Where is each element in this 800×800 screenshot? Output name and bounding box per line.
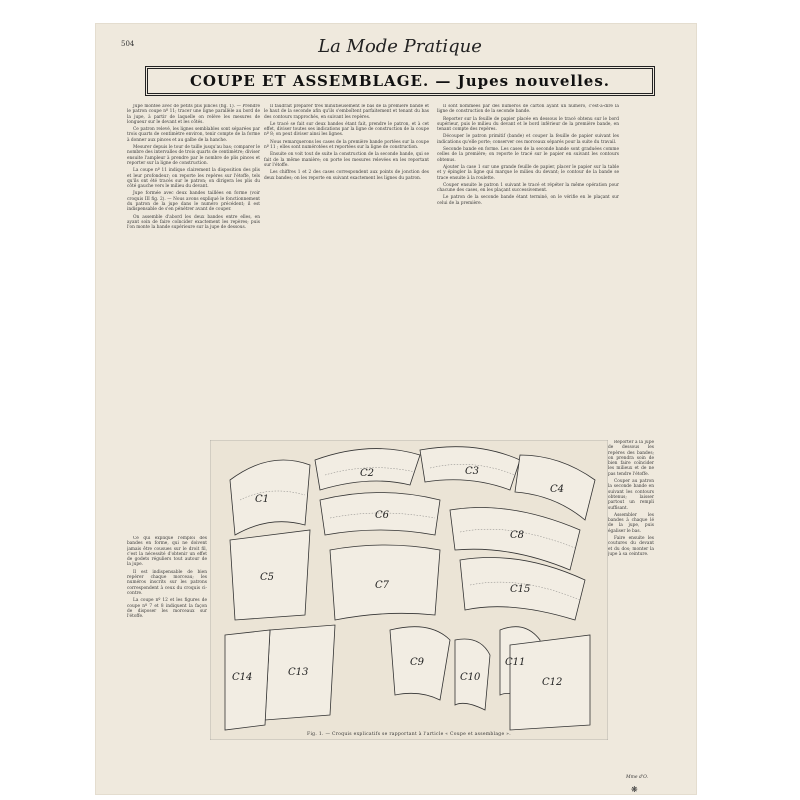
paragraph: Le tracé se fait sur deux bandes étant fait, prendre le patron, et à cet effet, diviser toutes ses indications par la ligne de construction de la coupe nº 8; on peut diviser ainsi les lignes. [264,121,429,138]
piece-label-c14: C14 [232,672,253,683]
paragraph: Il sont nommées par des numéros de carton ayant un numéro, c'est-à-dire la ligne de construction de la seconde bande. [437,104,619,115]
paragraph: Ensuite on voit tout de suite la construction de la seconde bande, qui se fait de la même manière; on porte les mesures relevées en les reportant sur l'étoffe. [264,152,429,168]
paragraph: Reporter à la jupe de dessous les repères des bandes; on prendra soin de bien faire coïncider les milieux et de ne pas tendre l'étoffe. [608,440,654,477]
paragraph: Mesurer depuis le tour de taille jusqu'au bas; comparer le nombre des intervalles de trois quarts de centimètre; diviser ensuite l'ampleur à prendre par le nombre de plis pinces et reporter sur la ligne de construction. [127,145,260,166]
piece-label-c12: C12 [542,677,563,688]
paragraph: Couper ensuite le patron 1 suivant le tracé et répéter la même opération pour chacune des cases, en les plaçant successivement. [437,182,619,194]
paragraph: La coupe nº 11 indique clairement la disposition des plis et leur profondeur; on reporte les repères sur l'étoffe, tels qu'ils ont été tracés sur le patron; on dirigera les plis du côté gauche vers le milieu du devant. [127,168,260,190]
piece-label-c5: C5 [260,572,275,583]
piece-label-c7: C7 [375,580,390,591]
paragraph: Faire ensuite les coutures du devant et du dos; monter la jupe à sa ceinture. [608,536,654,557]
piece-label-c3: C3 [465,466,480,477]
piece-label-c1: C1 [255,494,270,505]
paragraph: Couper au patron la seconde bande en suivant les contours obtenus; laisser partout un rempli suffisant. [608,479,654,511]
piece-label-c6: C6 [375,510,390,521]
piece-label-c11: C11 [505,657,526,668]
page-number: 504 [121,40,135,48]
paragraph: Découper le patron primitif (bande) et couper la feuille de papier suivant les indications qu'elle porte; conserver ces morceaux séparés pour la suite du travail. [437,134,619,145]
paragraph: Assembler les bandes à chaque lé de la jupe, puis égaliser le bas. [608,512,654,534]
text-column-3 [437,104,619,438]
paragraph: Ajouter la case 1 sur une grande feuille de papier, placer le papier sur la table et y épingler la ligne qui marque le milieu du devant; le contour de la bande se trace ensuite à la roulette. [437,164,619,181]
piece-label-c10: C10 [460,672,481,683]
text-column-2 [264,104,429,470]
piece-label-c13: C13 [288,667,309,678]
piece-label-c8: C8 [510,530,525,541]
article-title: COUPE ET ASSEMBLAGE. — Jupes nouvelles. [145,66,655,96]
running-head: La Mode Pratique [318,36,482,57]
paragraph: Reporter sur la feuille de papier placée en dessous le tracé obtenu sur le bord supérieur, puis le milieu du devant et le bord inférieur de la première bande, en tenant compte des repères. [437,116,619,133]
paragraph: La coupe nº 12 et les figures de coupe nº 7 et 8 indiquent la façon de disposer les morceaux sur l'étoffe. [127,598,207,620]
paragraph: Ce patron relevé, les lignes semblables sont séparées par trois quarts de centimètre environ, tenir compte de la forme à donner aux pinces et au galbe de la hanche. [127,127,260,143]
piece-label-c15: C15 [510,584,531,595]
paragraph: Jupe montée avec de petits plis pinces (fig. 1). — Prendre le patron coupe nº 11; tracer une ligne parallèle au bord de la jupe, à partir de laquelle on relève les mesures de longueur sur le devant et les côtés. [127,104,260,125]
paragraph: Jupe formée avec deux bandes taillées en forme (voir croquis III fig. 2). — Nous avons expliqué le fonctionnement du patron de la jupe dans le numéro précédent; il est indispensable de s'en pénétrer avant de couper. [127,191,260,213]
paragraph: Le patron de la seconde bande étant terminé, on le vérifie en le plaçant sur celui de la première. [437,195,619,206]
paragraph: Il est indispensable de bien repérer chaque morceau; les numéros inscrits sur les patrons correspondent à ceux du croquis ci-contre. [127,569,207,596]
paragraph: Les chiffres 1 et 2 des cases correspondent aux points de jonction des deux bandes; on les reporte en suivant exactement les lignes du patron. [264,170,429,181]
ornament-icon: ❋ [631,785,638,794]
paragraph: Seconde bande en forme. Les cases de la seconde bande sont graduées comme celles de la première; on reporte le tracé sur le papier en suivant les contours obtenus. [437,147,619,163]
author-signature: Mme d'O. [626,775,648,780]
pattern-diagram [210,440,608,740]
paragraph: Ce qui explique l'emploi des bandes en forme, qui ne doivent jamais être cousues sur le droit fil, c'est la nécessité d'obtenir un effet de godets réguliers tout autour de la jupe. [127,536,207,568]
pattern-figure [210,440,608,740]
figure-caption: Fig. 1. — Croquis explicatifs se rapportant à l'article « Coupe et assemblage ». [307,732,511,737]
piece-label-c2: C2 [360,468,375,479]
paragraph: On assemble d'abord les deux bandes entre elles, en ayant soin de faire coïncider exactement les repères; puis l'on monte la bande supérieure sur la jupe de dessous. [127,214,260,231]
piece-label-c4: C4 [550,484,565,495]
text-column-1-lower [127,536,207,784]
piece-label-c9: C9 [410,657,425,668]
paragraph: Nous remarquerons les cases de la première bande portées sur la coupe nº 11 ; elles sont numérotées et reportées sur la ligne de construction. [264,139,429,151]
paragraph: Il faudrait préparer très minutieusement le bas de la première bande et le haut de la seconde afin qu'ils s'emboîtent parfaitement et tenant du bas des contours rapprochés, en suivant les repères. [264,104,429,120]
text-column-3-lower [608,440,654,770]
